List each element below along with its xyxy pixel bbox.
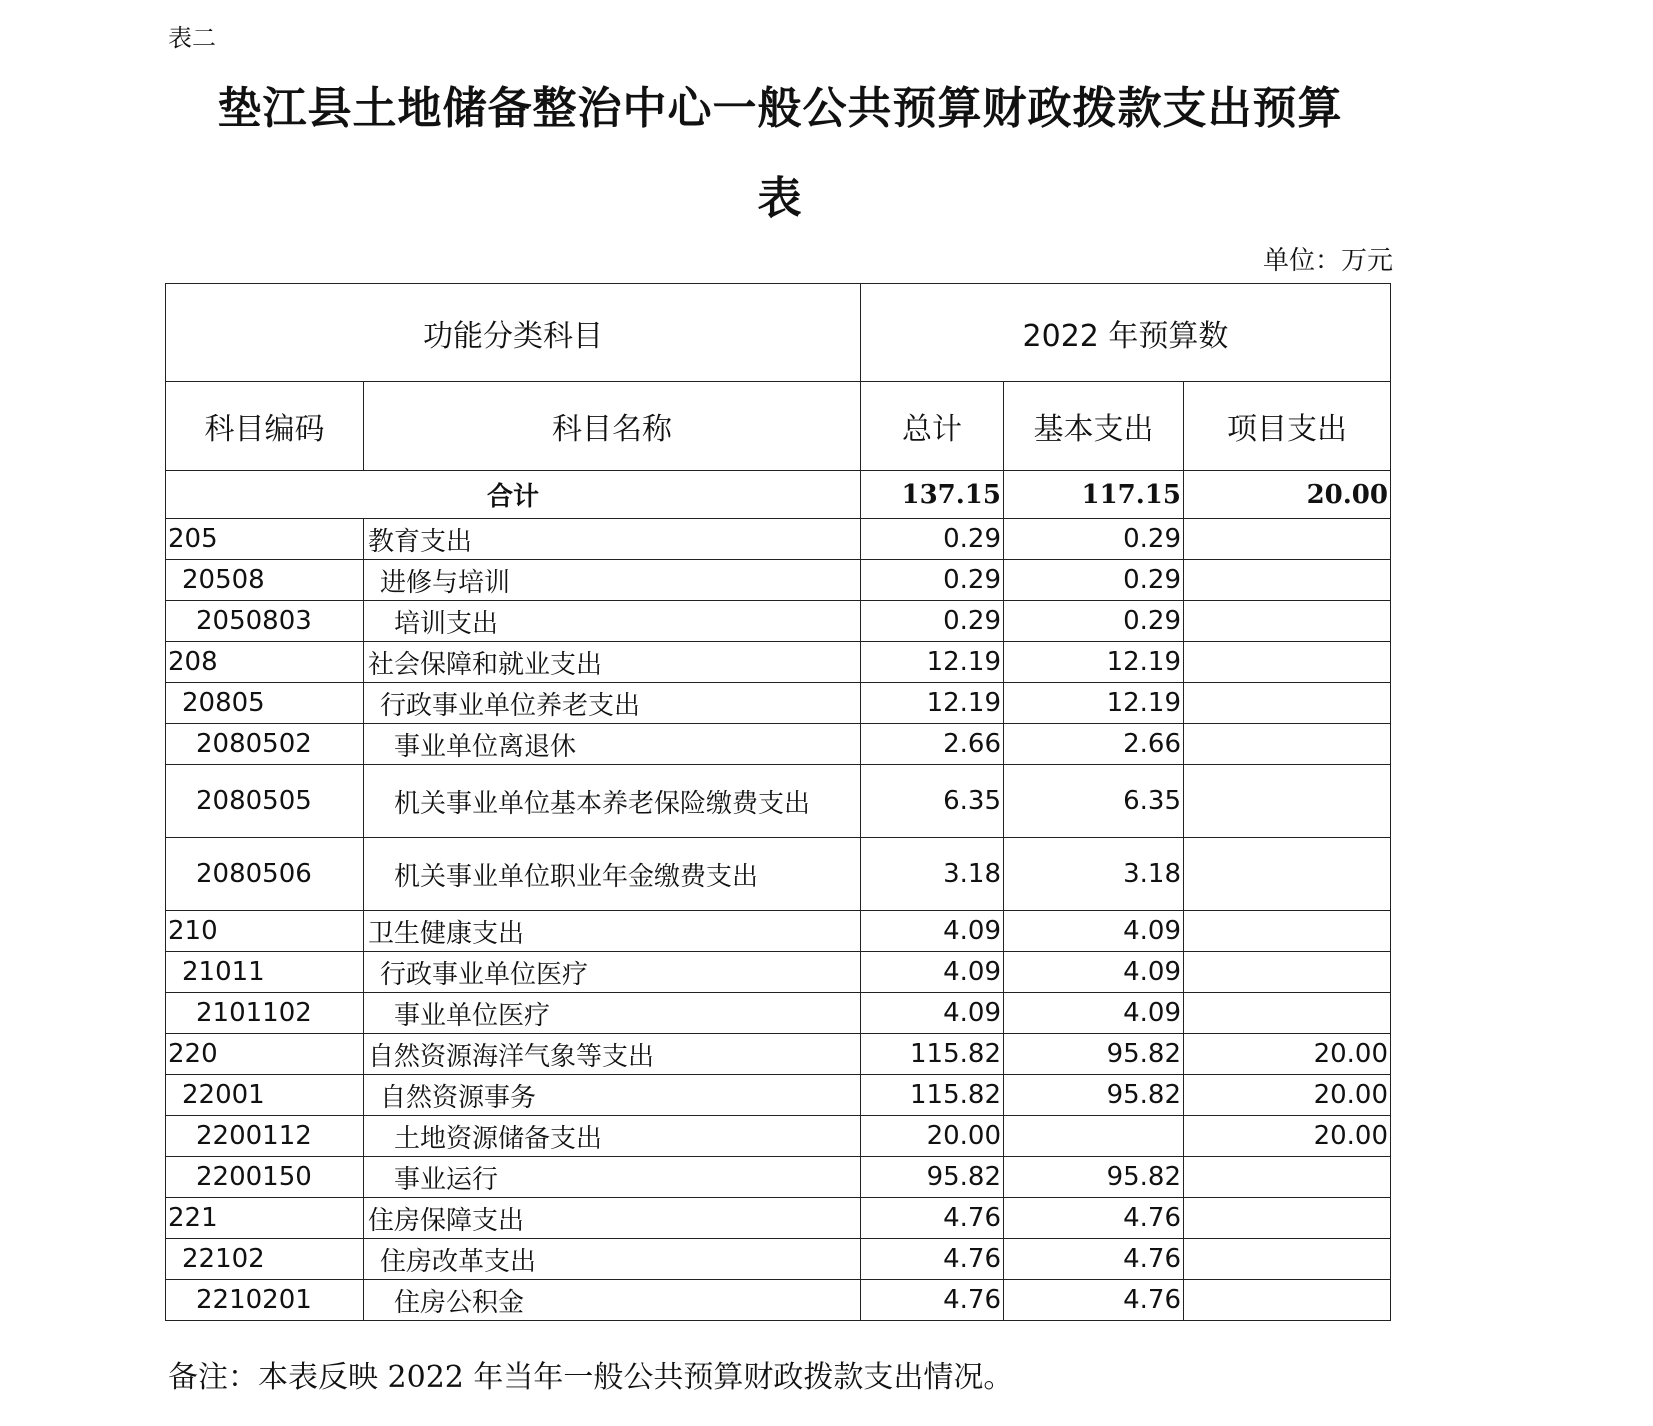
total-cell: 12.19 <box>861 642 1004 683</box>
total-cell: 4.76 <box>861 1198 1004 1239</box>
total-cell: 95.82 <box>861 1157 1004 1198</box>
subject-code-cell: 220 <box>166 1034 364 1075</box>
project-expenditure-cell <box>1184 1198 1391 1239</box>
basic-expenditure-cell: 95.82 <box>1004 1075 1184 1116</box>
table-row <box>166 952 1391 993</box>
subject-code-cell: 21011 <box>166 952 364 993</box>
subject-name-cell: 卫生健康支出 <box>364 911 861 952</box>
subject-code-cell: 210 <box>166 911 364 952</box>
basic-expenditure-cell: 4.76 <box>1004 1280 1184 1321</box>
document-title: 垫江县土地储备整治中心一般公共预算财政拨款支出预算 <box>217 83 1343 134</box>
basic-expenditure-cell: 0.29 <box>1004 560 1184 601</box>
total-cell: 12.19 <box>861 683 1004 724</box>
header-subject-code: 科目编码 <box>166 382 364 471</box>
project-expenditure-cell <box>1184 519 1391 560</box>
total-sum: 137.15 <box>861 471 1004 519</box>
subject-name-cell: 行政事业单位医疗 <box>364 952 861 993</box>
table-row <box>166 519 1391 560</box>
subject-code-cell: 205 <box>166 519 364 560</box>
header-row-group <box>166 284 1391 382</box>
table-row <box>166 993 1391 1034</box>
table-row <box>166 1239 1391 1280</box>
subject-code-cell: 22001 <box>166 1075 364 1116</box>
header-basic-expenditure: 基本支出 <box>1004 382 1184 471</box>
table-row <box>166 1198 1391 1239</box>
project-expenditure-cell <box>1184 642 1391 683</box>
subject-code-cell: 2080505 <box>166 765 364 838</box>
total-cell: 6.35 <box>861 765 1004 838</box>
project-expenditure-cell <box>1184 993 1391 1034</box>
table-row <box>166 1157 1391 1198</box>
project-expenditure-cell <box>1184 1280 1391 1321</box>
basic-expenditure-cell: 95.82 <box>1004 1157 1184 1198</box>
unit-label: 单位：万元 <box>1262 246 1393 276</box>
subject-name-cell: 事业单位医疗 <box>364 993 861 1034</box>
basic-expenditure-cell: 4.09 <box>1004 993 1184 1034</box>
subject-code-cell: 2210201 <box>166 1280 364 1321</box>
table-row <box>166 560 1391 601</box>
subject-name-cell: 土地资源储备支出 <box>364 1116 861 1157</box>
header-budget-year: 2022 年预算数 <box>861 284 1391 382</box>
subject-name-cell: 机关事业单位职业年金缴费支出 <box>364 838 861 911</box>
subject-code-cell: 2080502 <box>166 724 364 765</box>
project-expenditure-cell <box>1184 724 1391 765</box>
basic-expenditure-cell: 2.66 <box>1004 724 1184 765</box>
project-expenditure-cell <box>1184 952 1391 993</box>
basic-expenditure-cell: 0.29 <box>1004 601 1184 642</box>
subject-code-cell: 2200112 <box>166 1116 364 1157</box>
basic-expenditure-cell: 4.76 <box>1004 1239 1184 1280</box>
table-row <box>166 683 1391 724</box>
table-row <box>166 1116 1391 1157</box>
project-expenditure-cell <box>1184 683 1391 724</box>
project-expenditure-cell <box>1184 560 1391 601</box>
subject-name-cell: 培训支出 <box>364 601 861 642</box>
subject-name-cell: 自然资源海洋气象等支出 <box>364 1034 861 1075</box>
subject-code-cell: 20805 <box>166 683 364 724</box>
total-basic: 117.15 <box>1004 471 1184 519</box>
subject-code-cell: 20508 <box>166 560 364 601</box>
header-total: 总计 <box>861 382 1004 471</box>
project-expenditure-cell <box>1184 601 1391 642</box>
basic-expenditure-cell: 4.09 <box>1004 911 1184 952</box>
subject-code-cell: 2080506 <box>166 838 364 911</box>
total-row <box>166 471 1391 519</box>
subject-name-cell: 机关事业单位基本养老保险缴费支出 <box>364 765 861 838</box>
total-label: 合计 <box>166 471 861 519</box>
subject-code-cell: 208 <box>166 642 364 683</box>
header-project-expenditure: 项目支出 <box>1184 382 1391 471</box>
header-functional-category: 功能分类科目 <box>166 284 861 382</box>
subject-code-cell: 2200150 <box>166 1157 364 1198</box>
total-cell: 0.29 <box>861 601 1004 642</box>
footnote: 备注：本表反映 2022 年当年一般公共预算财政拨款支出情况。 <box>168 1360 1014 1395</box>
project-expenditure-cell: 20.00 <box>1184 1034 1391 1075</box>
subject-code-cell: 22102 <box>166 1239 364 1280</box>
budget-table <box>165 283 1391 1321</box>
header-subject-name: 科目名称 <box>364 382 861 471</box>
total-cell: 0.29 <box>861 560 1004 601</box>
basic-expenditure-cell: 95.82 <box>1004 1034 1184 1075</box>
document-title-continued: 表 <box>757 173 803 224</box>
table-body <box>166 519 1391 1321</box>
total-cell: 3.18 <box>861 838 1004 911</box>
subject-name-cell: 行政事业单位养老支出 <box>364 683 861 724</box>
total-cell: 2.66 <box>861 724 1004 765</box>
table-row <box>166 1034 1391 1075</box>
basic-expenditure-cell: 6.35 <box>1004 765 1184 838</box>
total-project: 20.00 <box>1184 471 1391 519</box>
subject-code-cell: 221 <box>166 1198 364 1239</box>
header-row-columns <box>166 382 1391 471</box>
total-cell: 4.09 <box>861 911 1004 952</box>
project-expenditure-cell: 20.00 <box>1184 1116 1391 1157</box>
subject-name-cell: 自然资源事务 <box>364 1075 861 1116</box>
total-cell: 20.00 <box>861 1116 1004 1157</box>
total-cell: 115.82 <box>861 1075 1004 1116</box>
total-cell: 115.82 <box>861 1034 1004 1075</box>
basic-expenditure-cell: 0.29 <box>1004 519 1184 560</box>
project-expenditure-cell <box>1184 911 1391 952</box>
project-expenditure-cell <box>1184 765 1391 838</box>
subject-name-cell: 事业运行 <box>364 1157 861 1198</box>
table-label: 表二 <box>168 24 216 52</box>
table-row <box>166 642 1391 683</box>
subject-name-cell: 事业单位离退休 <box>364 724 861 765</box>
total-cell: 4.76 <box>861 1280 1004 1321</box>
subject-code-cell: 2101102 <box>166 993 364 1034</box>
total-cell: 4.76 <box>861 1239 1004 1280</box>
project-expenditure-cell <box>1184 1157 1391 1198</box>
basic-expenditure-cell: 12.19 <box>1004 683 1184 724</box>
table-row <box>166 601 1391 642</box>
project-expenditure-cell <box>1184 838 1391 911</box>
basic-expenditure-cell: 3.18 <box>1004 838 1184 911</box>
subject-name-cell: 住房保障支出 <box>364 1198 861 1239</box>
project-expenditure-cell <box>1184 1239 1391 1280</box>
table-row <box>166 838 1391 911</box>
subject-name-cell: 教育支出 <box>364 519 861 560</box>
basic-expenditure-cell: 4.09 <box>1004 952 1184 993</box>
project-expenditure-cell: 20.00 <box>1184 1075 1391 1116</box>
total-cell: 4.09 <box>861 993 1004 1034</box>
subject-name-cell: 住房公积金 <box>364 1280 861 1321</box>
total-cell: 0.29 <box>861 519 1004 560</box>
subject-name-cell: 住房改革支出 <box>364 1239 861 1280</box>
subject-name-cell: 进修与培训 <box>364 560 861 601</box>
total-cell: 4.09 <box>861 952 1004 993</box>
table-row <box>166 724 1391 765</box>
subject-name-cell: 社会保障和就业支出 <box>364 642 861 683</box>
basic-expenditure-cell: 12.19 <box>1004 642 1184 683</box>
table-row <box>166 911 1391 952</box>
table-row <box>166 1280 1391 1321</box>
basic-expenditure-cell: 4.76 <box>1004 1198 1184 1239</box>
table-row <box>166 765 1391 838</box>
table-row <box>166 1075 1391 1116</box>
basic-expenditure-cell <box>1004 1116 1184 1157</box>
subject-code-cell: 2050803 <box>166 601 364 642</box>
